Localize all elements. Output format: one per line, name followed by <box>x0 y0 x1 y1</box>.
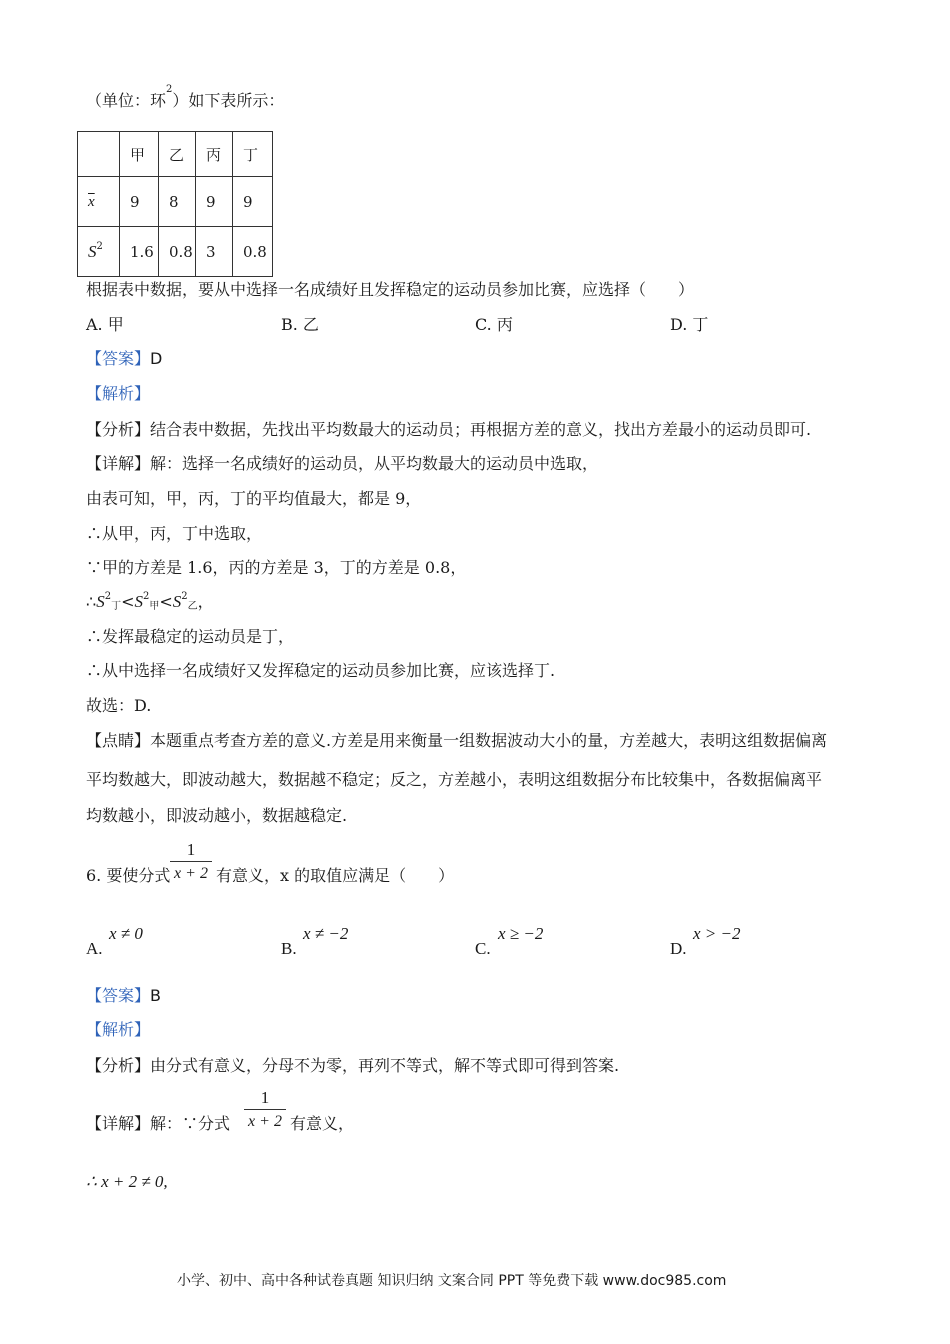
ineq-sup2: 2 <box>142 591 150 602</box>
q5-line: ∴从中选择一名成绩好又发挥稳定的运动员参加比赛，应该选择丁. <box>86 661 556 680</box>
dianjing-text: 本题重点考查方差的意义.方差是用来衡量一组数据波动大小的量，方差越大，表明这组数据偏离 <box>150 731 828 750</box>
q6-option-b-math: x ≠ −2 <box>303 924 349 943</box>
q6-option-a-letter: A. <box>86 939 103 958</box>
xiangjie-label: 【详解】 <box>86 1114 151 1133</box>
ineq-sub3: 乙 <box>187 601 198 612</box>
q6-xiangjie-suffix: 有意义， <box>290 1114 355 1133</box>
table-cell: 0.8 <box>233 227 273 277</box>
q5-stem: 根据表中数据，要从中选择一名成绩好且发挥稳定的运动员参加比赛，应选择（ ） <box>86 280 695 299</box>
fraction-denominator: x + 2 <box>174 865 208 882</box>
q5-inequality <box>86 592 214 615</box>
q6-option-c-math: x ≥ −2 <box>498 924 544 943</box>
variance-label: S <box>88 241 97 261</box>
ineq-sup3: 2 <box>181 591 188 602</box>
q6-answer <box>86 986 161 1006</box>
fenxi-text: 由分式有意义，分母不为零，再列不等式，解不等式即可得到答案. <box>150 1056 620 1075</box>
q5-option-d: D. 丁 <box>670 315 709 334</box>
q5-dianjing-line3: 均数越小，即波动越小，数据越稳定. <box>86 806 348 825</box>
q6-analysis-label: 【解析】 <box>86 1020 151 1039</box>
q5-dianjing-line1 <box>86 731 827 751</box>
table-header-cell: 丁 <box>233 132 273 177</box>
table-header-cell: 甲 <box>120 132 159 177</box>
table-cell: 3 <box>196 227 233 277</box>
unit-prefix: （单位：环 <box>86 91 167 110</box>
fraction-bar <box>244 1109 286 1110</box>
fenxi-label: 【分析】 <box>86 420 151 439</box>
table-header-cell <box>78 132 120 177</box>
fraction-numerator: 1 <box>186 840 196 859</box>
ineq-sub2: 甲 <box>149 601 160 612</box>
table-cell: 0.8 <box>159 227 196 277</box>
page-footer: 小学、初中、高中各种试卷真题 知识归纳 文案合同 PPT 等免费下载 www.doc985.com <box>177 1273 727 1289</box>
unit-line <box>86 84 285 114</box>
q5-option-c: C. 丙 <box>475 315 513 334</box>
q6-stem-suffix: 有意义，x 的取值应满足（ ） <box>216 866 455 885</box>
ineq-lt1: < <box>121 592 135 611</box>
q5-line: 故选：D. <box>86 696 152 715</box>
table-cell: 9 <box>120 177 159 227</box>
q5-option-a: A. 甲 <box>86 315 124 334</box>
table-cell: 9 <box>196 177 233 227</box>
q6-stem-prefix: 6. 要使分式 <box>86 866 171 885</box>
ineq-s2: S <box>134 592 143 611</box>
variance-label-cell <box>78 227 120 277</box>
q5-line: 由表可知，甲，丙，丁的平均值最大，都是 9， <box>86 489 422 508</box>
xiangjie-label: 【详解】 <box>86 454 151 473</box>
ineq-s1: S <box>96 592 105 611</box>
q6-fenxi <box>86 1056 619 1076</box>
table-cell: 1.6 <box>120 227 159 277</box>
q6-fraction <box>170 840 212 890</box>
xiangjie-text: 解：∵分式 <box>150 1114 231 1133</box>
xiangjie-text: 解：选择一名成绩好的运动员，从平均数最大的运动员中选取， <box>150 454 599 473</box>
q6-xiangjie-prefix <box>86 1114 230 1134</box>
fraction-denominator: x + 2 <box>248 1113 282 1130</box>
table-cell: 9 <box>233 177 273 227</box>
q5-dianjing-line2: 平均数越大，即波动越大，数据越不稳定；反之，方差越小，表明这组数据分布比较集中，各数据偏离平 <box>86 770 823 789</box>
q5-analysis-label: 【解析】 <box>86 384 151 403</box>
q5-xiangjie <box>86 454 598 474</box>
q6-option-d-letter: D. <box>670 939 687 958</box>
answer-label: 【答案】 <box>86 986 151 1005</box>
answer-label: 【答案】 <box>86 349 151 368</box>
table-header-cell: 乙 <box>159 132 196 177</box>
fraction-numerator: 1 <box>260 1088 270 1107</box>
ineq-lt2: < <box>159 592 173 611</box>
score-table <box>77 131 273 277</box>
ineq-s3: S <box>172 592 182 611</box>
fenxi-label: 【分析】 <box>86 1056 151 1075</box>
answer-value: B <box>150 986 161 1005</box>
table-cell: 8 <box>159 177 196 227</box>
mean-label-cell <box>78 177 120 227</box>
mean-label: $\overline{x}$ <box>88 194 95 210</box>
fenxi-text: 结合表中数据，先找出平均数最大的运动员；再根据方差的意义，找出方差最小的运动员即可. <box>150 420 812 439</box>
q5-line: ∵甲的方差是 1.6，丙的方差是 3，丁的方差是 0.8， <box>86 558 467 577</box>
q5-line: ∴发挥最稳定的运动员是丁， <box>86 627 295 646</box>
fraction-bar <box>170 861 212 862</box>
ineq-sub1: 丁 <box>111 601 122 612</box>
q5-answer <box>86 349 162 369</box>
q6-last-line: ∴ x + 2 ≠ 0, <box>86 1172 168 1191</box>
answer-value: D <box>150 349 163 368</box>
q6-option-d-math: x > −2 <box>693 924 741 943</box>
q5-fenxi <box>86 420 811 440</box>
q6-option-b-letter: B. <box>281 939 297 958</box>
dianjing-label: 【点睛】 <box>86 731 151 750</box>
q5-line: ∴从甲，丙，丁中选取， <box>86 524 263 543</box>
table-header-cell: 丙 <box>196 132 233 177</box>
q6-option-c-letter: C. <box>475 939 491 958</box>
variance-label-sup: 2 <box>96 240 103 252</box>
unit-suffix: ）如下表所示： <box>172 91 285 110</box>
table-row-variance <box>78 227 273 277</box>
ineq-sup1: 2 <box>104 591 112 602</box>
table-row-mean <box>78 177 273 227</box>
q6-option-a-math: x ≠ 0 <box>109 924 143 943</box>
ineq-end: ， <box>197 592 214 611</box>
unit-sup: 2 <box>166 84 173 95</box>
table-header-row <box>78 132 273 177</box>
ineq-therefore: ∴ <box>86 592 97 611</box>
q6-detail-fraction <box>244 1088 286 1138</box>
q5-option-b: B. 乙 <box>281 315 319 334</box>
